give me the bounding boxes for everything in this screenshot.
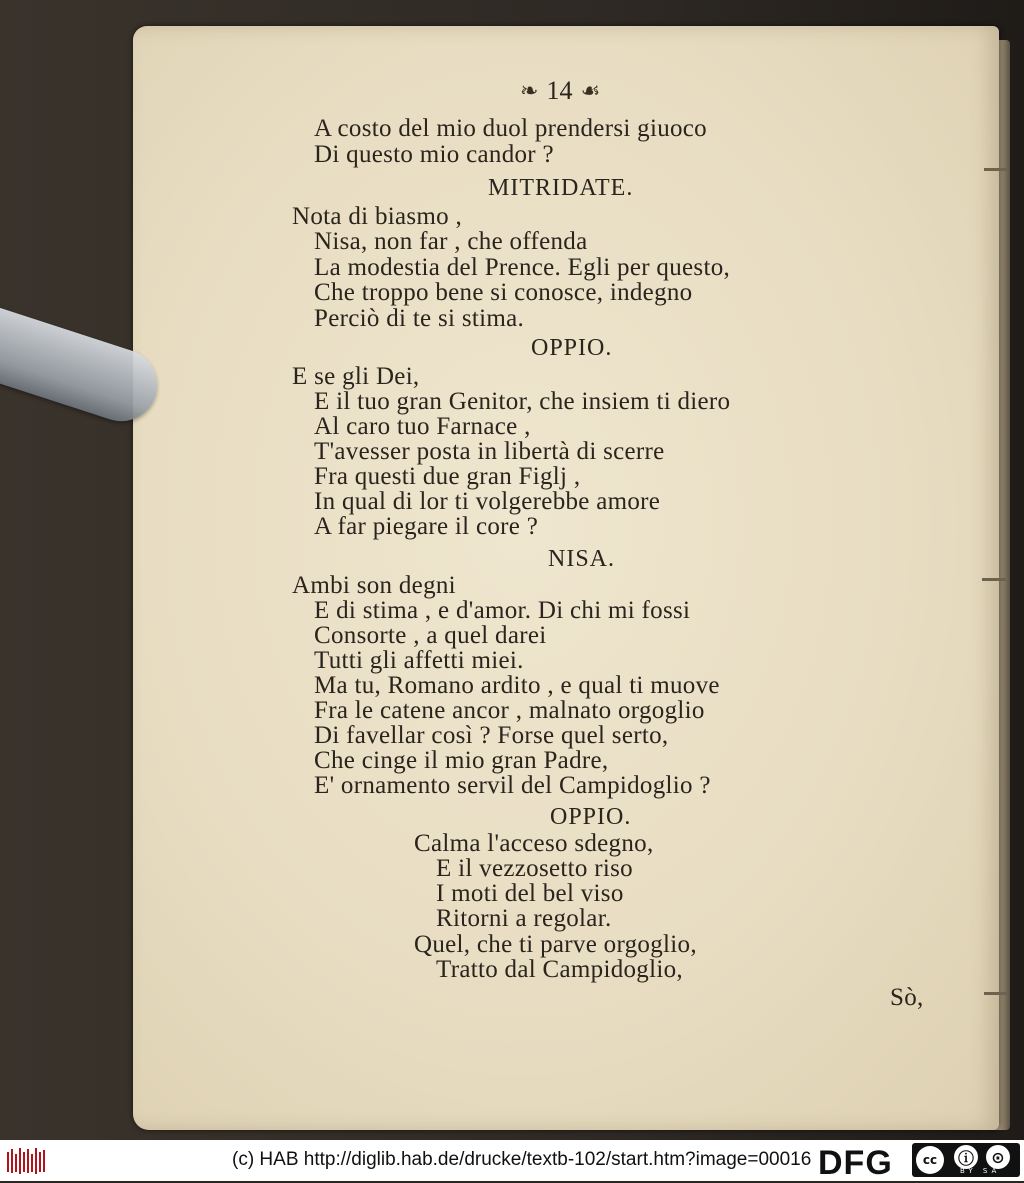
verse-line: Nota di biasmo , <box>292 203 463 230</box>
verse-line: Al caro tuo Farnace , <box>314 413 531 440</box>
cc-license-label: BY SA <box>960 1167 1001 1175</box>
aria-line: Calma l'acceso sdegno, <box>414 830 654 857</box>
citation-link[interactable]: (c) HAB http://diglib.hab.de/drucke/textb-102/start.htm?image=00016 <box>232 1149 812 1170</box>
ornament-left-icon: ❧ <box>520 78 539 104</box>
verse-line: Perciò di te si stima. <box>314 305 525 332</box>
viewer-footer <box>0 1140 1024 1181</box>
verse-line: Che troppo bene si conosce, indegno <box>314 279 693 306</box>
verse-line: Nisa, non far , che offenda <box>314 228 588 255</box>
verse-line: Fra le catene ancor , malnato orgoglio <box>314 697 705 724</box>
verse-line: In qual di lor ti volgerebbe amore <box>314 488 661 515</box>
verse-line: Di questo mio candor ? <box>314 141 554 168</box>
speaker-name: OPPIO. <box>531 335 613 361</box>
aria-line: E il vezzosetto riso <box>436 855 633 882</box>
aria-line: Ritorni a regolar. <box>436 905 612 932</box>
verse-line: A far piegare il core ? <box>314 513 539 540</box>
verse-line: E' ornamento servil del Campidoglio ? <box>314 772 711 799</box>
page-number: 14 <box>546 76 573 105</box>
binding-thread <box>982 578 1006 581</box>
verse-line: Ma tu, Romano ardito , e qual ti muove <box>314 672 720 699</box>
aria-line: Tratto dal Campidoglio, <box>436 956 683 983</box>
verse-line: A costo del mio duol prendersi giuoco <box>314 115 707 142</box>
speaker-name: OPPIO. <box>550 804 632 830</box>
verse-line: E di stima , e d'amor. Di chi mi fossi <box>314 597 691 624</box>
catchword: Sò, <box>890 984 924 1011</box>
verse-line: E se gli Dei, <box>292 363 420 390</box>
by-attribution-icon: ⓘ <box>954 1145 978 1169</box>
speaker-name: NISA. <box>548 546 616 572</box>
verse-line: E il tuo gran Genitor, che insiem ti diero <box>314 388 731 415</box>
verse-line: Ambi son degni <box>292 572 456 599</box>
aria-line: Quel, che ti parve orgoglio, <box>414 931 697 958</box>
binding-thread <box>984 992 1008 995</box>
ornament-right-icon: ☙ <box>580 78 601 104</box>
verse-line: Che cinge il mio gran Padre, <box>314 747 609 774</box>
dfg-logo: DFG <box>818 1144 893 1182</box>
verse-line: La modestia del Prence. Egli per questo, <box>314 254 731 281</box>
binding-thread <box>984 168 1008 171</box>
share-alike-icon: ⊙ <box>986 1145 1010 1169</box>
hab-library-logo-icon <box>6 1146 46 1176</box>
cc-icon: cc <box>916 1146 944 1174</box>
bleed-through <box>793 106 800 131</box>
page-header <box>520 76 600 106</box>
verse-line: Tutti gli affetti miei. <box>314 647 524 674</box>
verse-line: Di favellar così ? Forse quel serto, <box>314 722 669 749</box>
verse-line: Fra questi due gran Figlj , <box>314 463 581 490</box>
speaker-name: MITRIDATE. <box>488 175 634 201</box>
verse-line: Consorte , a quel darei <box>314 622 547 649</box>
cc-by-sa-license-badge[interactable] <box>912 1143 1020 1177</box>
verse-line: T'avesser posta in libertà di scerre <box>314 438 665 465</box>
aria-line: I moti del bel viso <box>436 880 624 907</box>
